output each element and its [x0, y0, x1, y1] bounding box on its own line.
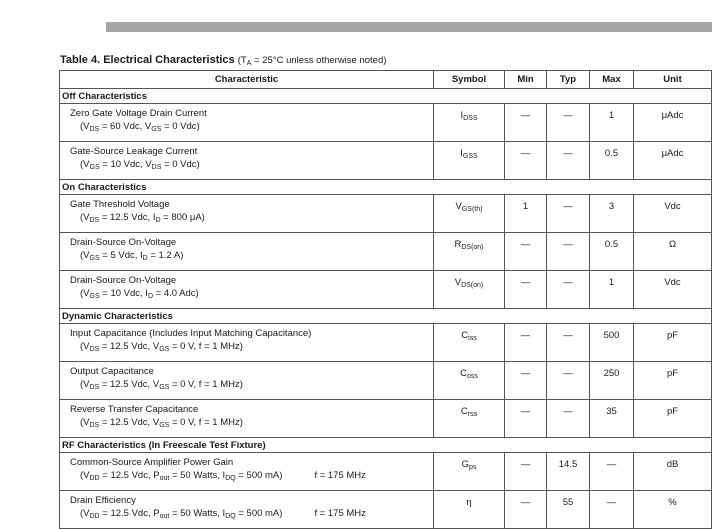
electrical-characteristics-table	[59, 70, 712, 529]
table-row	[60, 491, 712, 529]
table-row	[60, 271, 712, 309]
characteristic-name: Common-Source Amplifier Power Gain	[70, 457, 234, 468]
typ-cell: —	[547, 324, 590, 362]
test-conditions: ($V_{DD} = 12.5$ Vdc, $P_{out} = 50$ Watts, $I_{DQ} = 500$ mA) f = 175 MHz	[80, 469, 366, 482]
section-title: On Characteristics	[60, 180, 712, 195]
min-cell: —	[505, 271, 547, 309]
test-conditions: ($V_{DD} = 12.5$ Vdc, $P_{out} = 50$ Watts, $I_{DQ} = 500$ mA) f = 175 MHz	[80, 507, 366, 520]
max-cell: —	[590, 453, 634, 491]
header-rule	[106, 22, 712, 32]
characteristic-name: Reverse Transfer Capacitance	[70, 404, 199, 415]
table-row	[60, 324, 712, 362]
section-row	[60, 180, 712, 195]
symbol-cell: $I_{GSS}$	[434, 142, 505, 180]
table-conditions: ($T_A = 25^\circ C$ unless otherwise noted)	[237, 55, 387, 67]
unit-cell: μAdc	[634, 104, 712, 142]
characteristic-name: Gate-Source Leakage Current	[70, 146, 198, 157]
table-row	[60, 233, 712, 271]
unit-cell: pF	[634, 324, 712, 362]
table-row	[60, 142, 712, 180]
symbol-cell: $C_{rss}$	[434, 400, 505, 438]
unit-cell: dB	[634, 453, 712, 491]
unit-cell: %	[634, 491, 712, 529]
characteristic-cell	[60, 104, 434, 142]
test-conditions: ($V_{DS} = 60$ Vdc, $V_{GS} = 0$ Vdc)	[80, 120, 200, 133]
table-title: Table 4. Electrical Characteristics	[60, 54, 235, 66]
typ-cell: —	[547, 233, 590, 271]
typ-cell: —	[547, 104, 590, 142]
characteristic-name: Gate Threshold Voltage	[70, 199, 170, 210]
table-row	[60, 400, 712, 438]
max-cell: 0.5	[590, 233, 634, 271]
test-frequency: f = 175 MHz	[314, 507, 366, 519]
characteristic-name: Drain Efficiency	[70, 495, 136, 506]
characteristic-cell	[60, 362, 434, 400]
min-cell: —	[505, 233, 547, 271]
col-header-unit: Unit	[634, 71, 712, 89]
min-cell: —	[505, 142, 547, 180]
section-title: Dynamic Characteristics	[60, 309, 712, 324]
max-cell: 1	[590, 271, 634, 309]
min-cell: 1	[505, 195, 547, 233]
typ-cell: 14.5	[547, 453, 590, 491]
section-title: Off Characteristics	[60, 89, 712, 104]
characteristic-name: Input Capacitance (Includes Input Matching Capacitance)	[70, 328, 312, 339]
max-cell: —	[590, 491, 634, 529]
test-conditions: ($V_{DS} = 12.5$ Vdc, $V_{GS} = 0$ V, f = 1 MHz)	[80, 340, 243, 353]
characteristic-name: Drain-Source On-Voltage	[70, 275, 177, 286]
characteristic-cell	[60, 233, 434, 271]
characteristic-cell	[60, 453, 434, 491]
characteristic-name: Zero Gate Voltage Drain Current	[70, 108, 207, 119]
characteristic-name: Drain-Source On-Voltage	[70, 237, 177, 248]
section-row	[60, 309, 712, 324]
min-cell: —	[505, 362, 547, 400]
col-header-min: Min	[505, 71, 547, 89]
test-conditions: ($V_{DS} = 12.5$ Vdc, $V_{GS} = 0$ V, f = 1 MHz)	[80, 378, 243, 391]
max-cell: 0.5	[590, 142, 634, 180]
col-header-characteristic: Characteristic	[60, 71, 434, 89]
test-frequency: f = 175 MHz	[314, 469, 366, 481]
max-cell: 500	[590, 324, 634, 362]
test-conditions: ($V_{GS} = 10$ Vdc, $V_{DS} = 0$ Vdc)	[80, 158, 200, 171]
unit-cell: pF	[634, 400, 712, 438]
header-row	[60, 71, 712, 89]
test-conditions: ($V_{DS} = 12.5$ Vdc, $V_{GS} = 0$ V, f = 1 MHz)	[80, 416, 243, 429]
characteristic-name: Output Capacitance	[70, 366, 154, 377]
symbol-cell: $G_{ps}$	[434, 453, 505, 491]
test-conditions: ($V_{DS} = 12.5$ Vdc, $I_D = 800$ μA)	[80, 211, 205, 224]
symbol-cell: $I_{DSS}$	[434, 104, 505, 142]
unit-cell: pF	[634, 362, 712, 400]
unit-cell: Vdc	[634, 195, 712, 233]
symbol-cell: η	[434, 491, 505, 529]
characteristic-cell	[60, 142, 434, 180]
symbol-cell: $C_{iss}$	[434, 324, 505, 362]
table-row	[60, 104, 712, 142]
max-cell: 35	[590, 400, 634, 438]
table-caption	[60, 54, 386, 66]
table-row	[60, 195, 712, 233]
characteristic-cell	[60, 400, 434, 438]
min-cell: —	[505, 453, 547, 491]
max-cell: 1	[590, 104, 634, 142]
col-header-max: Max	[590, 71, 634, 89]
max-cell: 250	[590, 362, 634, 400]
section-row	[60, 89, 712, 104]
typ-cell: 55	[547, 491, 590, 529]
min-cell: —	[505, 400, 547, 438]
min-cell: —	[505, 491, 547, 529]
typ-cell: —	[547, 362, 590, 400]
unit-cell: Ω	[634, 233, 712, 271]
characteristic-cell	[60, 324, 434, 362]
test-conditions: ($V_{GS} = 10$ Vdc, $I_D = 4.0$ Adc)	[80, 287, 199, 300]
test-conditions: ($V_{GS} = 5$ Vdc, $I_D = 1.2$ A)	[80, 249, 184, 262]
section-title: RF Characteristics (In Freescale Test Fixture)	[60, 438, 712, 453]
table-row	[60, 362, 712, 400]
symbol-cell: $V_{DS(on)}$	[434, 271, 505, 309]
unit-cell: μAdc	[634, 142, 712, 180]
typ-cell: —	[547, 142, 590, 180]
min-cell: —	[505, 104, 547, 142]
col-header-typ: Typ	[547, 71, 590, 89]
table-body	[60, 89, 712, 529]
max-cell: 3	[590, 195, 634, 233]
typ-cell: —	[547, 271, 590, 309]
characteristic-cell	[60, 195, 434, 233]
typ-cell: —	[547, 195, 590, 233]
section-row	[60, 438, 712, 453]
typ-cell: —	[547, 400, 590, 438]
symbol-cell: $V_{GS(th)}$	[434, 195, 505, 233]
characteristic-cell	[60, 271, 434, 309]
symbol-cell: $R_{DS(on)}$	[434, 233, 505, 271]
unit-cell: Vdc	[634, 271, 712, 309]
symbol-cell: $C_{oss}$	[434, 362, 505, 400]
table-row	[60, 453, 712, 491]
col-header-symbol: Symbol	[434, 71, 505, 89]
min-cell: —	[505, 324, 547, 362]
characteristic-cell	[60, 491, 434, 529]
